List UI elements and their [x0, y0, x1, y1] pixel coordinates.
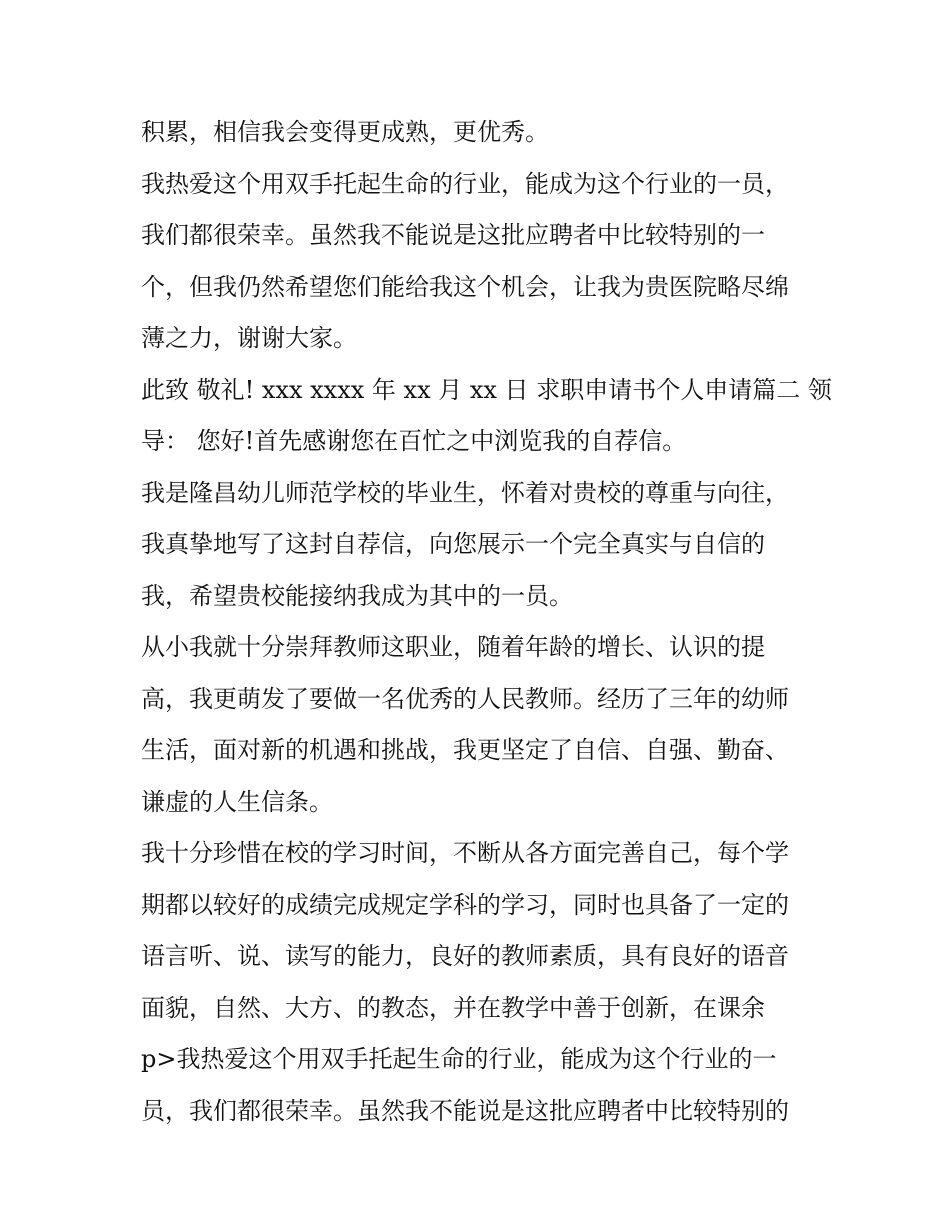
document-body — [141, 107, 832, 1137]
text-line: 我热爱这个用双手托起生命的行业，能成为这个行业的一员， — [141, 169, 789, 198]
text-line: 高，我更萌发了要做一名优秀的人民教师。经历了三年的幼师 — [141, 684, 789, 713]
text-line: 谦虚的人生信条。 — [141, 787, 333, 816]
text-line: 此致 敬礼! xxx xxxx 年 xx 月 xx 日 求职申请书个人申请篇二 领 — [141, 375, 832, 404]
text-line: 积累，相信我会变得更成熟，更优秀。 — [141, 118, 549, 146]
text-line: 我十分珍惜在校的学习时间，不断从各方面完善自己，每个学 — [141, 839, 789, 867]
text-line: 个，但我仍然希望您们能给我这个机会，让我为贵医院略尽绵 — [141, 272, 789, 301]
text-line: 员，我们都很荣幸。虽然我不能说是这批应聘者中比较特别的 — [141, 1096, 789, 1125]
text-line: 面貌，自然、大方、的教态，并在教学中善于创新，在课余 — [141, 993, 765, 1022]
text-line: 生活，面对新的机遇和挑战，我更坚定了自信、自强、勤奋、 — [141, 736, 789, 764]
text-line: 薄之力，谢谢大家。 — [141, 324, 357, 352]
text-line: 导： 您好!首先感谢您在百忙之中浏览我的自荐信。 — [141, 427, 687, 455]
text-line: 我真挚地写了这封自荐信，向您展示一个完全真实与自信的 — [141, 530, 765, 558]
text-line: 我是隆昌幼儿师范学校的毕业生，怀着对贵校的尊重与向往， — [141, 478, 789, 507]
text-line: 语言听、说、读写的能力，良好的教师素质，具有良好的语音 — [141, 942, 789, 970]
text-line: 从小我就十分崇拜教师这职业，随着年龄的增长、认识的提 — [141, 633, 765, 661]
text-line: 我们都很荣幸。虽然我不能说是这批应聘者中比较特别的一 — [141, 221, 765, 249]
text-line: p>我热爱这个用双手托起生命的行业，能成为这个行业的一 — [141, 1045, 777, 1073]
text-line: 我，希望贵校能接纳我成为其中的一员。 — [141, 581, 573, 610]
text-line: 期都以较好的成绩完成规定学科的学习，同时也具备了一定的 — [141, 890, 789, 919]
